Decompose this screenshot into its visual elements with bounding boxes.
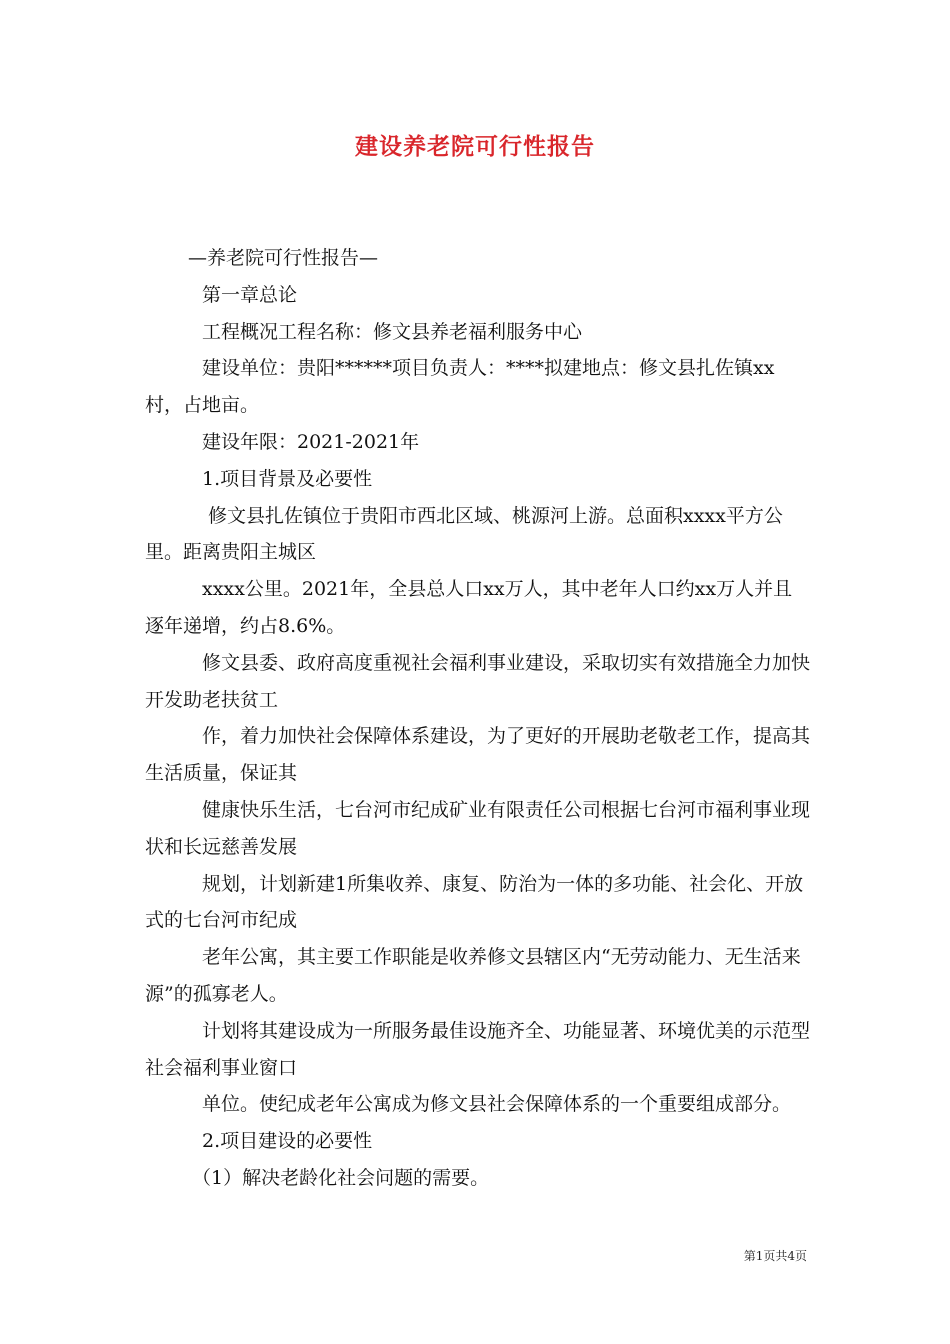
paragraph: 计划将其建设成为一所服务最佳设施齐全、功能显著、环境优美的示范型社会福利事业窗口 bbox=[145, 1019, 811, 1079]
paragraph: 单位。使纪成老年公寓成为修文县社会保障体系的一个重要组成部分。 bbox=[202, 1093, 792, 1116]
paragraph: 1.项目背景及必要性 bbox=[202, 467, 373, 490]
paragraph: 工程概况工程名称：修文县养老福利服务中心 bbox=[202, 320, 583, 343]
paragraph: 健康快乐生活，七台河市纪成矿业有限责任公司根据七台河市福利事业现状和长远慈善发展 bbox=[145, 798, 811, 858]
paragraph: —养老院可行性报告— bbox=[188, 247, 379, 269]
paragraph: 2.项目建设的必要性 bbox=[202, 1130, 373, 1153]
document-title: 建设养老院可行性报告 bbox=[355, 133, 595, 160]
paragraph: 第一章总论 bbox=[202, 283, 298, 306]
page-number: 第1页共4页 bbox=[743, 1249, 807, 1263]
paragraph: （1）解决老龄化社会问题的需要。 bbox=[192, 1166, 490, 1189]
paragraph: 建设年限：2021-2021年 bbox=[202, 430, 420, 453]
paragraph: 老年公寓，其主要工作职能是收养修文县辖区内“无劳动能力、无生活来源”的孤寡老人。 bbox=[145, 946, 801, 1005]
paragraph: 建设单位：贵阳******项目负责人：****拟建地点：修文县扎佐镇xx村，占地亩。 bbox=[145, 357, 775, 417]
paragraph: 规划，计划新建1所集收养、康复、防治为一体的多功能、社会化、开放式的七台河市纪成 bbox=[145, 872, 804, 932]
paragraph: 修文县委、政府高度重视社会福利事业建设，采取切实有效措施全力加快开发助老扶贫工 bbox=[145, 651, 811, 711]
paragraph: 作，着力加快社会保障体系建设，为了更好的开展助老敬老工作，提高其生活质量，保证其 bbox=[145, 725, 811, 785]
paragraph: xxxx公里。2021年，全县总人口xx万人，其中老年人口约xx万人并且逐年递增，约占8.6%。 bbox=[145, 578, 793, 637]
paragraph: 修文县扎佐镇位于贵阳市西北区域、桃源河上游。总面积xxxx平方公里。距离贵阳主城区 bbox=[145, 504, 783, 564]
document-body bbox=[145, 240, 810, 1197]
